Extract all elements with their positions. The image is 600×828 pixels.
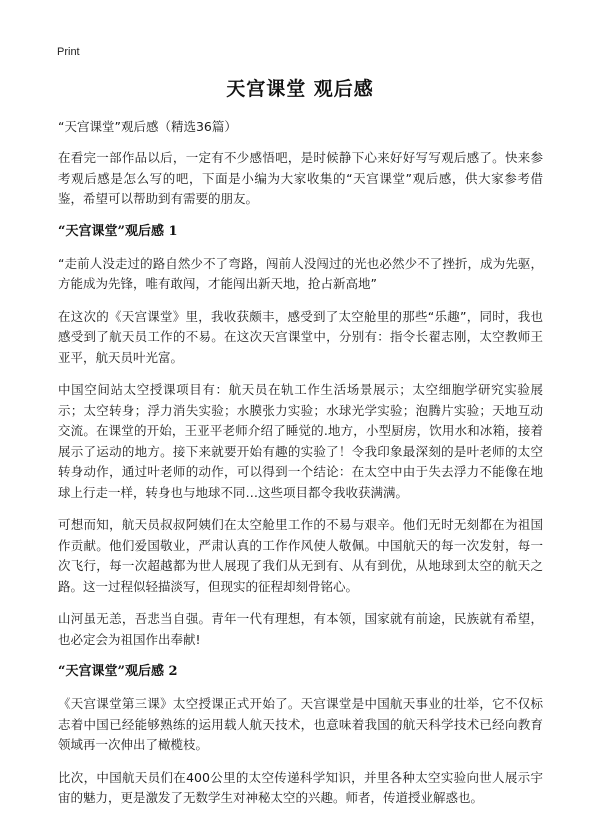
article-subtitle: “天宫课堂”观后感（精选36篇） <box>58 119 237 134</box>
section-2-paragraph-1: 《天宫课堂第三课》太空授课正式开始了。天宫课堂是中国航天事业的壮举，它不仅标志着中国已经能够熟练的运用载人航天技术，也意味着我国的航天科学技术已经向教育领域再一次伸出了橄榄枝。 <box>58 696 543 752</box>
section-1-paragraph-2: 在这次的《天宫课堂》里，我收获颇丰，感受到了太空舱里的那些“乐趣”，同时，我也感受到了航天员工作的不易。在这次天宫课堂中，分别有：指令长翟志刚，太空教师王亚平，航天员叶光富。 <box>58 308 543 365</box>
section-1-paragraph-1: “走前人没走过的路自然少不了弯路，闯前人没闯过的光也必然少不了挫折，成为先驱，方能成为先锋，唯有敢闯，才能闯出新天地，抢占新高地” <box>58 255 543 291</box>
section-heading-1: “天宫课堂”观后感 1 <box>58 223 178 239</box>
intro-paragraph: 在看完一部作品以后，一定有不少感悟吧，是时候静下心来好好写写观后感了。快来参考观后感是怎么写的吧，下面是小编为大家收集的“天宫课堂”观后感，供大家参考借鉴，希望可以帮助到有需要的朋友。 <box>58 150 543 206</box>
section-1-paragraph-5: 山河虽无恙，吾悲当自强。青年一代有理想，有本领，国家就有前途，民族就有希望，也必定会为祖国作出奉献! <box>58 611 543 647</box>
section-1-paragraph-4: 可想而知，航天员叔叔阿姨们在太空舱里工作的不易与艰辛。他们无时无刻都在为祖国作贡献。他们爱国敬业，严肃认真的工作作风使人敬佩。中国航天的每一次发射，每一次飞行，每一次超越都为世人展现了我们从无到有、从有到优，从地球到太空的航天之路。这一过程似轻描淡写，但现实的征程却刻骨铭心。 <box>58 517 543 594</box>
article-body <box>58 117 543 821</box>
section-2-paragraph-2: 比次，中国航天员们在400公里的太空传递科学知识，并里各种太空实验向世人展示宇宙的魅力，更是激发了无数学生对神秘太空的兴趣。师者，传道授业解惑也。 <box>58 769 543 805</box>
section-1-paragraph-3: 中国空间站太空授课项目有：航天员在轨工作生活场景展示；太空细胞学研究实验展示；太空转身；浮力消失实验；水膜张力实验；水球光学实验；泡腾片实验；天地互动交流。在课堂的开始，王亚平老师介绍了睡觉的.地方，小型厨房，饮用水和冰箱，接着展示了运动的地方。接下来就要开始有趣的实验了！令我印象最深刻的是叶老师的太空转身动作，通过叶老师的动作，可以得到一个结论：在太空中由于失去浮力不能像在地球上行走一样，转身也与地球不同…这些项目都令我收获满满。 <box>58 382 543 500</box>
print-link[interactable]: Print <box>57 46 80 58</box>
page-title: 天宫课堂 观后感 <box>226 78 374 100</box>
section-heading-2: “天宫课堂”观后感 2 <box>58 664 178 679</box>
